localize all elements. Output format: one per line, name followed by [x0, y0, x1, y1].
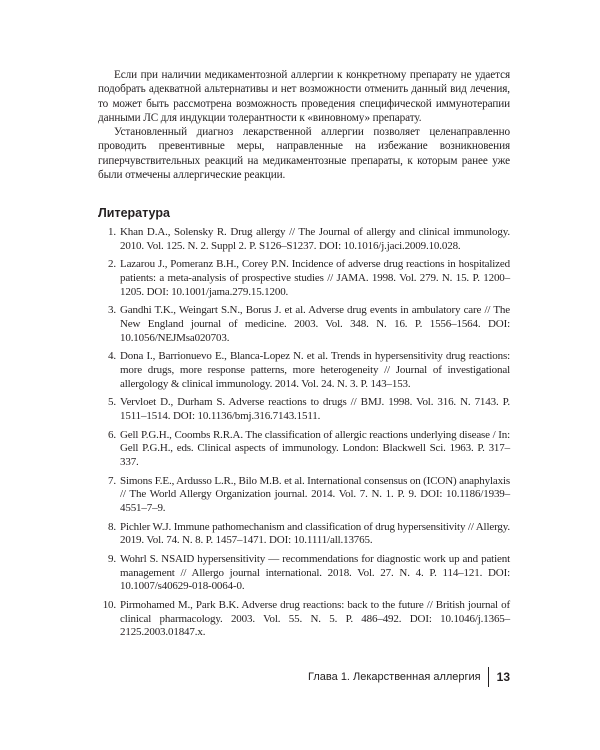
reference-number: 1.	[108, 226, 116, 238]
footer-divider	[488, 667, 489, 687]
reference-number: 9.	[108, 552, 116, 565]
reference-text: Simons F.E., Ardusso L.R., Bilo M.B. et al. International consensus on (ICON) anaphylaxis // The World Allergy Organization journal. 2014. Vol. 7. N. 1. P. 9. DOI: 10.1186/1939–4551–7–9.	[120, 474, 510, 514]
reference-number: 7.	[108, 474, 116, 487]
page-footer	[308, 667, 510, 687]
chapter-title: Глава 1. Лекарственная аллергия	[308, 671, 481, 683]
reference-number: 2.	[108, 258, 116, 271]
reference-item	[98, 350, 510, 391]
reference-text: Pirmohamed M., Park B.K. Adverse drug reactions: back to the future // British journal of clinical pharmacology. 2003. Vol. 55. N. 5. P. 486–492. DOI: 10.1046/j.1365–2125.2003.01847.x.	[120, 598, 510, 639]
reference-text: Gandhi T.K., Weingart S.N., Borus J. et al. Adverse drug events in ambulatory care // The New England journal of medicine. 2003. Vol. 348. N. 16. P. 1556–1564. DOI: 10.1056/NEJMsa020703.	[120, 304, 510, 344]
reference-text: Gell P.G.H., Coombs R.R.A. The classification of allergic reactions underlying disease / In: Gell P.G.H., eds. Clinical aspects of immunology. London: Blackwell Sci. 1963. P. 317–337.	[120, 428, 510, 468]
page-number: 13	[496, 670, 510, 684]
reference-item	[98, 258, 510, 299]
references-heading: Литература	[98, 206, 170, 220]
reference-item	[98, 521, 510, 548]
reference-number: 4.	[108, 350, 116, 363]
body-text	[98, 68, 510, 182]
references-list	[98, 226, 510, 645]
reference-item	[98, 226, 510, 253]
reference-item	[98, 304, 510, 345]
reference-text: Pichler W.J. Immune pathomechanism and classification of drug hypersensitivity // Allergy. 2019. Vol. 74. N. 8. P. 1457–1471. DOI: 10.1111/all.13765.	[120, 520, 510, 547]
reference-text: Wohrl S. NSAID hypersensitivity — recommendations for diagnostic work up and patient management // Allergo journal international. 2018. Vol. 27. N. 4. P. 114–121. DOI: 10.1007/s40629-018-0064-0.	[120, 552, 510, 593]
reference-item	[98, 429, 510, 470]
reference-text: Vervloet D., Durham S. Adverse reactions to drugs // BMJ. 1998. Vol. 316. N. 7143. P. 1511–1514. DOI: 10.1136/bmj.316.7143.1511.	[120, 396, 510, 422]
reference-item	[98, 475, 510, 516]
reference-number: 8.	[108, 520, 116, 533]
reference-text: Dona I., Barrionuevo E., Blanca-Lopez N. et al. Trends in hypersensitivity drug reactions: more drugs, more response patterns, more heterogeneity // Journal of investigational allergology & clinical immunology. 2014. Vol. 24. N. 3. P. 143–153.	[120, 350, 510, 390]
reference-number: 10.	[102, 598, 116, 611]
paragraph: Если при наличии медикаментозной аллергии к конкретному препарату не удается подобрать адекватной альтернативы и нет возможности отменить данный вид лечения, то может быть рассмотрена возможность проведения специфической иммунотерапии данными ЛС для индукции толерантности к «виновному» препарату.	[98, 69, 510, 124]
reference-text: Lazarou J., Pomeranz B.H., Corey P.N. Incidence of adverse drug reactions in hospitalized patients: a meta-analysis of prospective studies // JAMA. 1998. Vol. 279. N. 15. P. 1200–1205. DOI: 10.1001/jama.279.15.1200.	[120, 258, 510, 298]
reference-text: Khan D.A., Solensky R. Drug allergy // The Journal of allergy and clinical immunology. 2010. Vol. 125. N. 2. Suppl 2. P. S126–S1237. DOI: 10.1016/j.jaci.2009.10.028.	[120, 226, 510, 252]
reference-item	[98, 396, 510, 423]
reference-number: 3.	[108, 304, 116, 317]
reference-item	[98, 599, 510, 640]
reference-item	[98, 553, 510, 594]
paragraph: Установленный диагноз лекарственной аллергии позволяет целенаправленно проводить превентивные меры, направленные на избежание возникновения гиперчувствительных реакций на медикаментозные препараты, к которым ранее уже были отмечены аллергические реакции.	[98, 126, 510, 182]
reference-number: 6.	[108, 428, 116, 441]
reference-number: 5.	[108, 396, 116, 409]
